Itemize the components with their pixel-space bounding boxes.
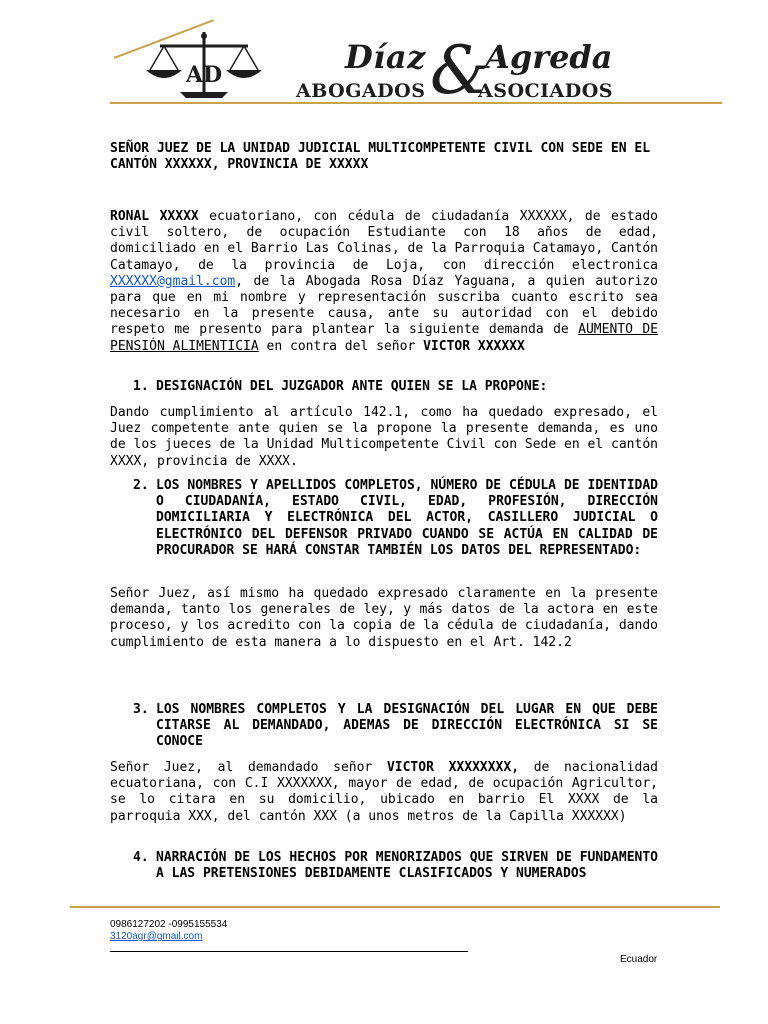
- footer-gold-rule: [70, 906, 720, 908]
- section-3-heading: [133, 702, 658, 751]
- logo-letters: AD: [185, 62, 223, 88]
- firm-subtitle-right: ASOCIADOS: [478, 80, 614, 102]
- plaintiff-name: RONAL XXXXX: [110, 209, 199, 224]
- firm-ampersand: &: [430, 32, 489, 109]
- section-heading-text: DESIGNACIÓN DEL JUZGADOR ANTE QUIEN SE LA PROPONE:: [156, 379, 548, 394]
- firm-name-right: Agreda: [485, 38, 613, 76]
- defendant-name: VICTOR XXXXXX: [423, 338, 525, 354]
- plaintiff-email-link[interactable]: XXXXXX@gmail.com: [110, 273, 236, 289]
- section-3-body: [110, 760, 658, 825]
- intro-paragraph: [110, 209, 658, 355]
- section-2-heading: [133, 478, 658, 559]
- footer-signature-rule: [110, 951, 468, 952]
- intro-text-2: , de la Abogada Rosa Díaz Yaguana, a quien autorizo para que en mi nombre y representación suscriba cuanto escrito sea necesario en la presente causa, ante su autoridad con el debido respeto me presento para plantear la siguiente demanda de: [110, 273, 658, 338]
- section-number: 4.: [133, 850, 149, 865]
- defendant-full-name: VICTOR XXXXXXXX,: [386, 760, 520, 775]
- intro-text-1: ecuatoriano, con cédula de ciudadanía XXXXXX, de estado civil soltero, de ocupación Estudiante con 18 años de edad, domiciliado en el Barrio Las Colinas, de la Parroquia Catamayo, Cantón Catamayo, de la provincia de Loja, con dirección electronica: [110, 209, 658, 273]
- demand-type: AUMENTO DE PENSIÓN ALIMENTICIA: [110, 322, 658, 354]
- section-1-heading: [133, 379, 658, 395]
- section-3-body-pre: Señor Juez, al demandado señor: [110, 760, 387, 775]
- section-heading-text: LOS NOMBRES COMPLETOS Y LA DESIGNACIÓN DEL LUGAR EN QUE DEBE CITARSE AL DEMANDADO, ADEMAS DE DIRECCIÓN ELECTRÓNICA SI SE CONOCE: [156, 702, 658, 750]
- section-number: 1.: [133, 379, 149, 394]
- firm-name-left: Díaz: [345, 38, 426, 76]
- footer-country: Ecuador: [620, 954, 658, 965]
- header-gold-rule: [110, 102, 722, 104]
- section-2-body: Señor Juez, así mismo ha quedado expresado claramente en la presente demanda, tanto los generales de ley, y más datos de la actora en este proceso, y los acredito con la copia de la cédula de ciudadanía, dando cumplimiento de esta manera a lo dispuesto en el Art. 142.2: [110, 586, 658, 650]
- section-3-body-post: de nacionalidad ecuatoriana, con C.I XXXXXXX, mayor de edad, de ocupación Agricultor, se lo citara en su domicilio, ubicado en barrio El XXXX de la parroquia XXX, del cantón XXX (a unos metros de la Capilla XXXXXX): [110, 760, 658, 824]
- footer-email-link[interactable]: 3120agr@gmail.com: [110, 931, 203, 942]
- footer-phone-numbers: 0986127202 -0995155534: [110, 919, 228, 930]
- section-number: 3.: [133, 702, 149, 717]
- section-heading-text: LOS NOMBRES Y APELLIDOS COMPLETOS, NÚMERO DE CÉDULA DE IDENTIDAD O CIUDADANÍA, ESTADO CIVIL, EDAD, PROFESIÓN, DIRECCIÓN DOMICILIARIA Y ELECTRÓNICA DEL ACTOR, CASILLERO JUDICIAL O ELECTRÓNICO DEL DEFENSOR PRIVADO CUANDO SE ACTÚA EN CALIDAD DE PROCURADOR SE HARÁ CONSTAR TAMBIÉN LOS DATOS DEL REPRESENTADO:: [156, 478, 658, 558]
- section-heading-text: NARRACIÓN DE LOS HECHOS POR MENORIZADOS QUE SIRVEN DE FUNDAMENTO A LAS PRETENSIONES DEBIDAMENTE CLASIFICADOS Y NUMERADOS: [156, 850, 658, 882]
- section-4-heading: [133, 850, 658, 882]
- firm-subtitle-left: ABOGADOS: [296, 80, 426, 102]
- scales-of-justice-logo-icon: [142, 30, 267, 100]
- intro-text-3: en contra del señor: [258, 338, 424, 354]
- document-title: SEÑOR JUEZ DE LA UNIDAD JUDICIAL MULTICOMPETENTE CIVIL CON SEDE EN EL CANTÓN XXXXXX, PROVINCIA DE XXXXX: [110, 141, 651, 173]
- section-1-body: Dando cumplimiento al artículo 142.1, como ha quedado expresado, el Juez competente ante quien se la propone la presente demanda, es uno de los jueces de la Unidad Multicompetente Civil con Sede en el cantón XXXX, provincia de XXXX.: [110, 405, 658, 469]
- section-number: 2.: [133, 478, 149, 493]
